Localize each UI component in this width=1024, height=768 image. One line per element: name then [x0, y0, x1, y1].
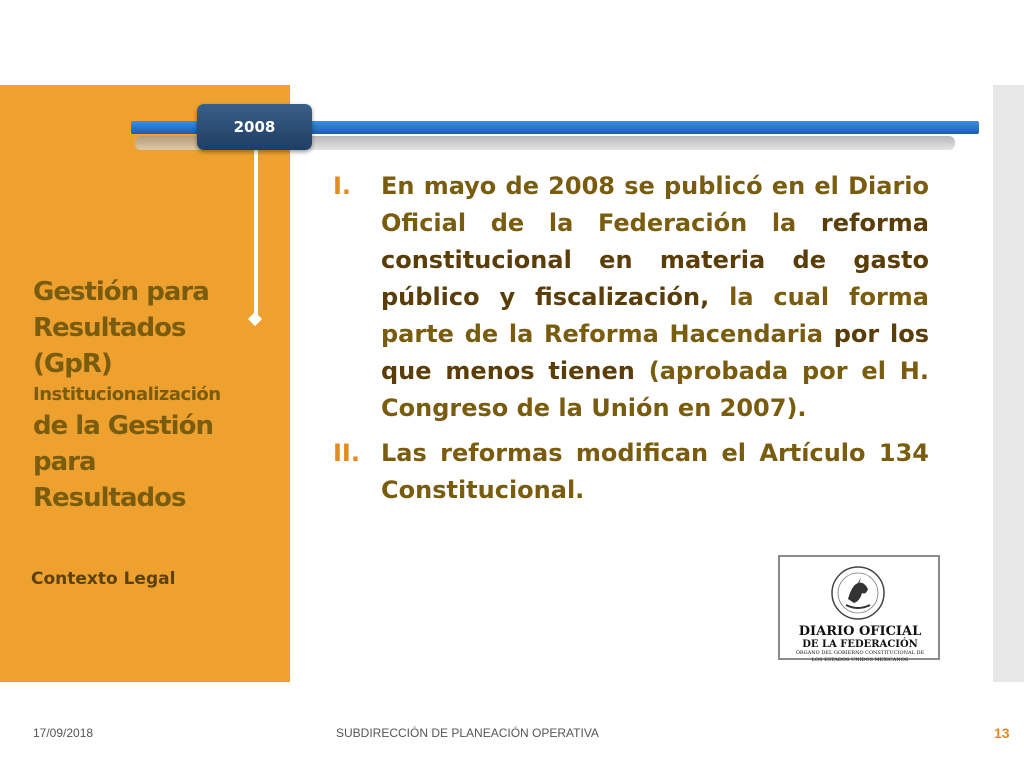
page-number: 13 [994, 725, 1010, 741]
logo-line-3: ÓRGANO DEL GOBIERNO CONSTITUCIONAL DE LOS ESTADOS UNIDOS MEXICANOS [795, 650, 925, 663]
list-item [333, 168, 929, 427]
footer-department: SUBDIRECCIÓN DE PLANEACIÓN OPERATIVA [336, 726, 599, 740]
logo-line-2: DE LA FEDERACIÓN [802, 639, 918, 650]
diario-oficial-logo [778, 555, 940, 663]
logo-line-1: DIARIO OFICIAL [798, 624, 922, 639]
list-item-text [381, 435, 929, 509]
title-line-3: (GpR) [33, 349, 112, 379]
title-line-6: Resultados [33, 483, 186, 513]
context-label: Contexto Legal [31, 569, 176, 589]
list-item-text [381, 168, 929, 427]
list-item-number: I. [333, 172, 352, 200]
right-strip [993, 85, 1024, 682]
list-item [333, 435, 929, 509]
year-badge: 2008 [197, 104, 312, 150]
title-line-5: para [33, 447, 96, 477]
text-segment: (aprobada por el H. Congreso de la Unión en 2007). [381, 357, 929, 422]
text-segment: la cual forma parte de la Reforma Hacendaria [381, 283, 929, 348]
text-emphasis: por los que menos tienen [381, 320, 929, 385]
mexican-seal-icon [828, 563, 888, 623]
content-list [333, 168, 929, 517]
text-emphasis: reforma constitucional en materia de gasto público y fiscalización, [381, 209, 929, 311]
footer-date: 17/09/2018 [33, 726, 94, 740]
text-segment: Las reformas modifican el Artículo 134 Constitucional. [381, 439, 929, 504]
title-line-4: de la Gestión [33, 411, 213, 441]
list-item-number: II. [333, 439, 360, 467]
text-segment: En mayo de 2008 se publicó en el Diario Oficial de la Federación la [381, 172, 929, 237]
title-line-2: Resultados [33, 313, 186, 343]
title-line-1: Gestión para [33, 277, 209, 307]
logo-text [790, 625, 930, 664]
title-subtitle: Institucionalización [33, 384, 221, 405]
section-title [33, 274, 283, 516]
